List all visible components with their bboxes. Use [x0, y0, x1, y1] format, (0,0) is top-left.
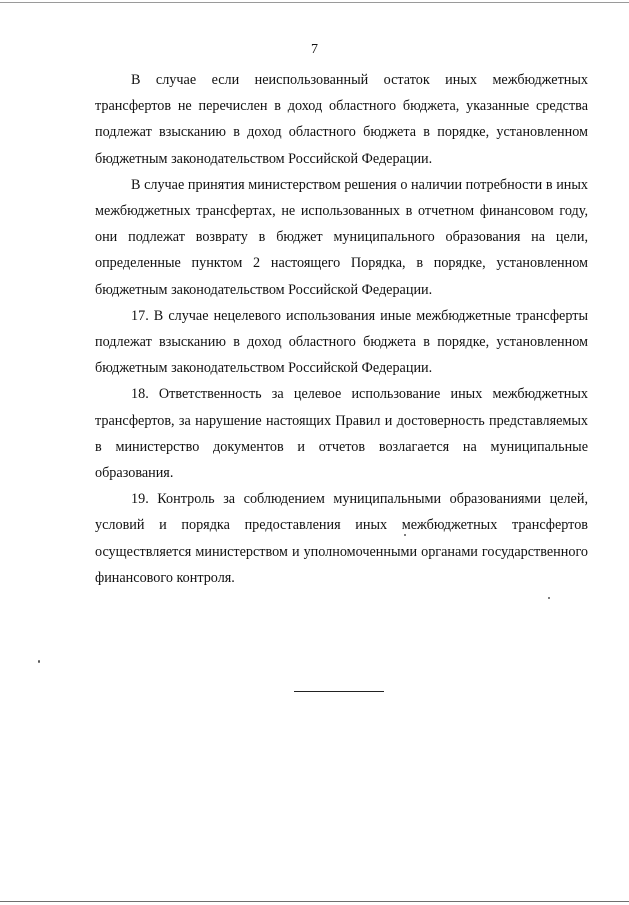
scan-speck — [548, 597, 550, 599]
paragraph-item-18: 18. Ответственность за целевое использование иных межбюджетных трансфертов, за нарушение настоящих Правил и достоверность представляемых в министерство документов и отчетов возлагается на муниципальные образования. — [95, 386, 588, 482]
scan-edge-bottom — [0, 901, 629, 902]
document-body — [95, 67, 588, 591]
scan-speck — [404, 534, 406, 536]
paragraph-item-19: 19. Контроль за соблюдением муниципальными образованиями целей, условий и порядка предоставления иных межбюджетных трансфертов осуществляется министерством и уполномоченными органами государственного финансового контроля. — [95, 491, 588, 586]
page-number: 7 — [311, 42, 318, 57]
paragraph-demand-decision: В случае принятия министерством решения о наличии потребности в иных межбюджетных трансфертах, не использованных в отчетном финансовом году, они подлежат возврату в бюджет муниципального образования на цели, определенные пунктом 2 настоящего Порядка, в порядке, установленном бюджетным законодательством Российской Федерации. — [95, 176, 588, 298]
scan-edge-top — [0, 2, 629, 3]
paragraph-unused-balance: В случае если неиспользованный остаток иных межбюджетных трансфертов не перечислен в доход областного бюджета, указанные средства подлежат взысканию в доход областного бюджета в порядке, установленном бюджетным законодательством Российской Федерации. — [95, 72, 588, 167]
scan-speck — [38, 660, 40, 663]
end-of-document-rule — [294, 691, 384, 692]
paragraph-item-17: 17. В случае нецелевого использования иные межбюджетные трансферты подлежат взысканию в доход областного бюджета в порядке, установленном бюджетным законодательством Российской Федерации. — [95, 307, 588, 377]
